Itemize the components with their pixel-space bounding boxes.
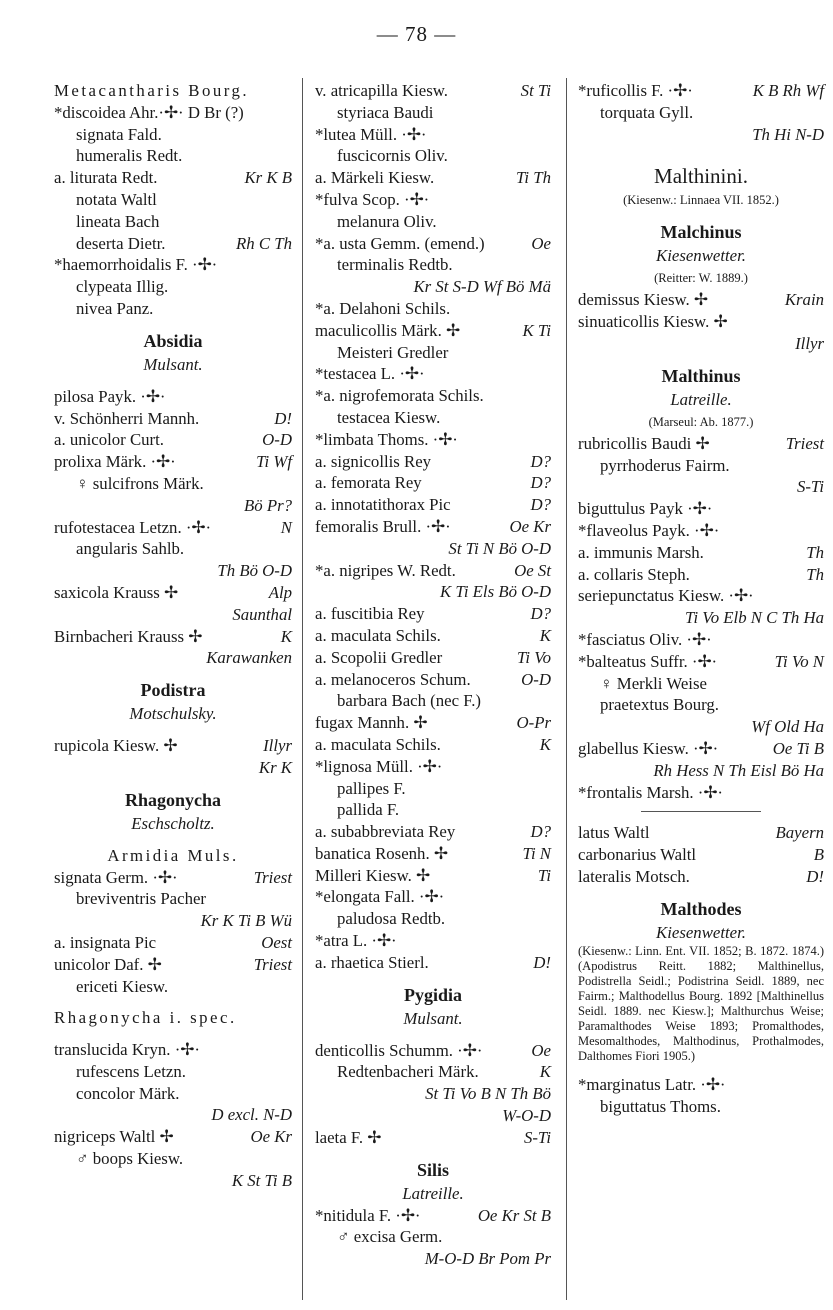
- species-name: *limbata Thoms. ·✢·: [315, 429, 458, 449]
- species-name: signata Germ. ·✢·: [54, 867, 178, 887]
- species-entry: [315, 298, 551, 320]
- species-name: *elongata Fall. ·✢·: [315, 887, 445, 907]
- distribution-code: K: [539, 625, 551, 645]
- species-name: prolixa Märk. ·✢·: [54, 452, 176, 472]
- species-entry: [54, 451, 292, 473]
- species-entry: [315, 952, 551, 974]
- species-name: *lutea Müll. ·✢·: [315, 124, 427, 144]
- species-entry: [578, 694, 824, 716]
- species-name: terminalis Redtb.: [337, 255, 453, 275]
- species-name: *a. nigripes W. Redt.: [315, 560, 456, 580]
- species-entry: [54, 124, 292, 146]
- species-name: styriaca Baudi: [337, 102, 434, 122]
- species-name: laeta F. ✢: [315, 1127, 382, 1147]
- species-entry: [578, 455, 824, 477]
- species-entry: [315, 145, 551, 167]
- species-name: a. maculata Schils.: [315, 734, 441, 754]
- species-entry: [54, 473, 292, 495]
- species-name: ericeti Kiesw.: [76, 976, 169, 996]
- species-name: a. fuscitibia Rey: [315, 604, 425, 624]
- species-entry: [578, 520, 824, 542]
- species-entry: [315, 690, 551, 712]
- species-entry: [315, 625, 551, 647]
- distribution-line: K Ti Els Bö O-D: [440, 582, 551, 602]
- species-name: a. liturata Redt.: [54, 168, 158, 188]
- page-number: — 78 —: [376, 22, 457, 46]
- genus-heading: Podistra: [140, 680, 206, 701]
- spacer: [54, 376, 292, 386]
- distribution-code: Oe St: [514, 560, 551, 580]
- distribution-code: K: [539, 734, 551, 754]
- genus-author: Latreille.: [670, 389, 732, 409]
- species-name: a. femorata Rey: [315, 473, 422, 493]
- species-name: ♂ excisa Germ.: [337, 1227, 443, 1247]
- species-entry: [54, 145, 292, 167]
- species-name: a. innotatithorax Pic: [315, 495, 451, 515]
- species-name: *fasciatus Oliv. ·✢·: [578, 629, 712, 649]
- species-entry: [54, 1126, 292, 1148]
- species-name: *a. Delahoni Schils.: [315, 298, 451, 318]
- species-name: nivea Panz.: [76, 298, 154, 318]
- distribution-code: Oe Kr St B: [477, 1205, 551, 1225]
- species-entry: [54, 102, 292, 124]
- distribution-line: Rh Hess N Th Eisl Bö Ha: [653, 760, 824, 780]
- spacer: [54, 1029, 292, 1039]
- species-name: *atra L. ·✢·: [315, 931, 397, 951]
- distribution-line: K St Ti B: [231, 1170, 292, 1190]
- distribution-line: Kr K: [258, 757, 292, 777]
- species-entry: [578, 651, 824, 673]
- species-entry: [315, 908, 551, 930]
- species-name: *discoidea Ahr.·✢· D Br (?): [54, 102, 244, 122]
- distribution-code: Th: [806, 542, 824, 562]
- distribution-code: Oe: [531, 233, 551, 253]
- species-entry: [315, 756, 551, 778]
- genus-heading: Malthodes: [660, 898, 742, 919]
- species-name: Meisteri Gredler: [337, 342, 449, 362]
- genus-heading: Absidia: [143, 330, 203, 351]
- species-entry: [315, 342, 551, 364]
- species-entry: [54, 735, 292, 757]
- species-name: ♀ Merkli Weise: [600, 673, 707, 693]
- distribution-code: N: [280, 517, 292, 537]
- species-name: a. collaris Steph.: [578, 564, 690, 584]
- species-entry: [578, 844, 824, 866]
- species-entry: [315, 1040, 551, 1062]
- species-name: *ruficollis F. ·✢·: [578, 81, 693, 100]
- distribution-code: O-D: [521, 669, 551, 689]
- species-entry: [315, 429, 551, 451]
- species-entry: [54, 298, 292, 320]
- species-name: signata Fald.: [76, 124, 162, 144]
- species-name: rufescens Letzn.: [76, 1061, 186, 1081]
- species-entry: [54, 538, 292, 560]
- species-entry: [54, 167, 292, 189]
- species-entry: [578, 498, 824, 520]
- distribution-code: Triest: [785, 433, 824, 453]
- species-name: clypeata Illig.: [76, 277, 169, 297]
- distribution-code: Ti Wf: [256, 452, 292, 472]
- distribution-code: K B Rh Wf: [752, 81, 824, 100]
- species-entry: [578, 738, 824, 760]
- distribution-code: K: [539, 1062, 551, 1082]
- distribution-line: St Ti N Bö O-D: [448, 538, 551, 558]
- species-entry: [315, 516, 551, 538]
- distribution-code: S-Ti: [523, 1127, 551, 1147]
- species-name: *haemorrhoidalis F. ·✢·: [54, 255, 218, 275]
- genus-heading: Rhagonycha: [124, 789, 222, 810]
- distribution-code: Rh C Th: [236, 233, 292, 253]
- distribution-code: D?: [530, 604, 551, 624]
- species-name: carbonarius Waltl: [578, 845, 697, 865]
- species-name: barbara Bach (nec F.): [337, 691, 482, 711]
- species-entry: [54, 976, 292, 998]
- species-entry: [54, 517, 292, 539]
- species-name: Redtenbacheri Märk.: [337, 1062, 479, 1082]
- species-name: femoralis Brull. ·✢·: [315, 516, 451, 536]
- genus-author: Mulsant.: [143, 354, 203, 374]
- distribution-line: Saunthal: [232, 604, 292, 624]
- species-name: Metacantharis Bourg.: [54, 81, 250, 100]
- distribution-code: O-D: [262, 430, 292, 450]
- distribution-code: K: [280, 626, 292, 646]
- species-name: humeralis Redt.: [76, 146, 183, 166]
- distribution-code: Oe Kr: [509, 516, 551, 536]
- spacer: [578, 1064, 824, 1074]
- distribution-code: Oe Kr: [250, 1127, 292, 1147]
- species-name: latus Waltl: [578, 823, 650, 843]
- reference-note: (Marseul: Ab. 1877.): [648, 414, 754, 429]
- species-name: banatica Rosenh. ✢: [315, 843, 448, 863]
- species-entry: [54, 408, 292, 430]
- species-name: melanura Oliv.: [337, 211, 437, 231]
- species-name: a. rhaetica Stierl.: [315, 952, 429, 972]
- species-name: Armidia Muls.: [107, 845, 239, 865]
- species-name: *testacea L. ·✢·: [315, 364, 425, 384]
- species-entry: [54, 1148, 292, 1170]
- species-name: translucida Kryn. ·✢·: [54, 1040, 200, 1060]
- species-entry: [315, 1061, 551, 1083]
- genus-author: Mulsant.: [403, 1008, 463, 1028]
- species-entry: [54, 1083, 292, 1105]
- spacer: [578, 145, 824, 155]
- distribution-code: Triest: [253, 954, 292, 974]
- species-name: lineata Bach: [76, 211, 160, 231]
- species-name: *a. nigrofemorata Schils.: [315, 386, 484, 406]
- species-entry: [578, 822, 824, 844]
- species-name: *flaveolus Payk. ·✢·: [578, 520, 720, 540]
- column-divider: [302, 78, 303, 1300]
- species-name: *lignosa Müll. ·✢·: [315, 756, 443, 776]
- species-name: torquata Gyll.: [600, 102, 694, 122]
- species-entry: [578, 433, 824, 455]
- species-name: a. signicollis Rey: [315, 451, 432, 471]
- distribution-code: Illyr: [263, 736, 292, 756]
- species-name: deserta Dietr.: [76, 233, 166, 253]
- column-right: [578, 80, 824, 1117]
- species-entry: [578, 311, 824, 333]
- species-entry: [54, 932, 292, 954]
- species-name: ♂ boops Kiesw.: [76, 1149, 184, 1169]
- distribution-line: W-O-D: [502, 1106, 551, 1126]
- species-name: a. Scopolii Gredler: [315, 647, 443, 667]
- distribution-code: Oest: [261, 932, 292, 952]
- species-name: v. atricapilla Kiesw.: [315, 81, 448, 100]
- species-name: *a. usta Gemm. (emend.): [315, 233, 485, 253]
- species-entry: [315, 1205, 551, 1227]
- distribution-line: S-Ti: [796, 477, 824, 497]
- distribution-code: O-Pr: [516, 713, 551, 733]
- distribution-code: D!: [533, 952, 551, 972]
- distribution-code: Krain: [784, 290, 824, 310]
- species-name: pyrrhoderus Fairm.: [600, 455, 730, 475]
- species-entry: [315, 560, 551, 582]
- distribution-code: Ti Vo: [516, 647, 551, 667]
- species-name: nigriceps Waltl ✢: [54, 1127, 174, 1147]
- species-entry: [54, 867, 292, 889]
- distribution-code: Ti N: [522, 843, 551, 863]
- species-name: unicolor Daf. ✢: [54, 954, 162, 974]
- species-name: *frontalis Marsh. ·✢·: [578, 782, 724, 802]
- species-entry: [578, 629, 824, 651]
- species-name: a. immunis Marsh.: [578, 542, 704, 562]
- species-entry: [315, 472, 551, 494]
- species-name: concolor Märk.: [76, 1083, 180, 1103]
- distribution-code: Th: [806, 564, 824, 584]
- species-name: sinuaticollis Kiesw. ✢: [578, 312, 728, 332]
- species-entry: [315, 211, 551, 233]
- species-entry: [54, 276, 292, 298]
- distribution-line: Kr St S-D Wf Bö Mä: [413, 277, 551, 297]
- genus-author: Kiesenwetter.: [656, 246, 746, 266]
- species-name: glabellus Kiesw. ·✢·: [578, 738, 719, 758]
- distribution-code: Oe: [531, 1040, 551, 1060]
- species-name: v. Schönherri Mannh.: [54, 408, 200, 428]
- distribution-code: Kr K B: [244, 168, 292, 188]
- distribution-line: Kr K Ti B Wü: [200, 911, 292, 931]
- species-entry: [315, 124, 551, 146]
- species-name: *nitidula F. ·✢·: [315, 1205, 421, 1225]
- distribution-line: St Ti Vo B N Th Bö: [425, 1084, 551, 1104]
- distribution-code: D!: [274, 408, 292, 428]
- species-name: pallipes F.: [337, 778, 406, 798]
- species-entry: [54, 254, 292, 276]
- species-name: fugax Mannh. ✢: [315, 713, 428, 733]
- distribution-code: D?: [530, 473, 551, 493]
- species-entry: [315, 451, 551, 473]
- species-entry: [54, 1039, 292, 1061]
- species-name: *marginatus Latr. ·✢·: [578, 1074, 726, 1094]
- column-divider: [566, 78, 567, 1300]
- species-entry: [54, 189, 292, 211]
- species-name: a. subabbreviata Rey: [315, 822, 456, 842]
- distribution-code: St Ti: [520, 81, 551, 100]
- genus-author: Motschulsky.: [129, 704, 217, 724]
- distribution-line: M-O-D Br Pom Pr: [424, 1249, 551, 1269]
- species-entry: [54, 582, 292, 604]
- genus-heading: Pygidia: [403, 984, 462, 1005]
- species-entry: [315, 603, 551, 625]
- distribution-code: Ti Vo N: [774, 651, 824, 671]
- species-name: praetextus Bourg.: [600, 695, 720, 715]
- distribution-line: Th Bö O-D: [217, 561, 292, 581]
- distribution-line: Bö Pr?: [243, 495, 292, 515]
- spacer: [315, 1030, 551, 1040]
- distribution-line: Karawanken: [206, 648, 292, 668]
- species-name: a. maculata Schils.: [315, 625, 441, 645]
- genus-author: Eschscholtz.: [131, 813, 215, 833]
- species-entry: [578, 782, 824, 804]
- spacer: [54, 835, 292, 845]
- genus-author: Kiesenwetter.: [656, 922, 746, 942]
- species-entry: [578, 1096, 824, 1118]
- distribution-code: D?: [530, 451, 551, 471]
- reference-note: (Reitter: W. 1889.): [654, 271, 748, 286]
- species-name: breviventris Pacher: [76, 889, 207, 909]
- spacer: [54, 997, 292, 1007]
- distribution-line: Wf Old Ha: [751, 717, 824, 737]
- synonym-note: (Kiesenw.: Linn. Ent. VII. 1852; B. 1872. 1874.) (Apodistrus Reitt. 1882; Malthinellus, Podistrella Seidl.; Podistrina Seidl. 1889, nec Fairm.; Malthodellus Bourg. 1892 [Malthinellus Seidl. 1889. nec Kiesw.]; Malthurchus Weise; Paramalthodes Weise 1893; Promalthodes, Mesomalthodes, Malthodinus, Prothalmodes, Dalthomes Fiori 1905.): [578, 943, 824, 1063]
- species-name: pilosa Payk. ·✢·: [54, 386, 166, 406]
- species-entry: [578, 585, 824, 607]
- species-entry: [315, 865, 551, 887]
- distribution-code: Ti: [537, 865, 551, 885]
- species-name: *balteatus Suffr. ·✢·: [578, 651, 718, 671]
- distribution-line: Ti Vo Elb N C Th Ha: [685, 608, 824, 628]
- distribution-code: B: [813, 845, 824, 865]
- distribution-code: D!: [806, 866, 824, 886]
- species-name: maculicollis Märk. ✢: [315, 320, 461, 340]
- species-name: lateralis Motsch.: [578, 866, 690, 886]
- genus-author: Latreille.: [402, 1183, 464, 1203]
- species-entry: [578, 564, 824, 586]
- species-name: Rhagonycha i. spec.: [54, 1008, 237, 1028]
- species-entry: [315, 189, 551, 211]
- species-entry: [315, 799, 551, 821]
- species-entry: [315, 233, 551, 255]
- species-name: fuscicornis Oliv.: [337, 146, 448, 166]
- distribution-code: Ti Th: [516, 168, 551, 188]
- species-name: denticollis Schumm. ·✢·: [315, 1040, 483, 1060]
- species-entry: [54, 888, 292, 910]
- species-entry: [315, 734, 551, 756]
- distribution-code: Oe Ti B: [772, 738, 824, 758]
- distribution-code: D?: [530, 495, 551, 515]
- species-entry: [54, 80, 292, 102]
- species-name: ♀ sulcifrons Märk.: [76, 473, 204, 493]
- species-entry: [315, 254, 551, 276]
- species-entry: [315, 647, 551, 669]
- species-entry: [315, 669, 551, 691]
- species-name: paludosa Redtb.: [337, 909, 446, 929]
- distribution-code: K Ti: [522, 320, 551, 340]
- species-entry: [54, 429, 292, 451]
- species-entry: [315, 320, 551, 342]
- species-entry: [578, 542, 824, 564]
- species-entry: [315, 712, 551, 734]
- species-entry: [578, 80, 824, 102]
- distribution-line: Th Hi N-D: [752, 124, 824, 144]
- species-name: rupicola Kiesw. ✢: [54, 736, 178, 756]
- species-entry: [54, 233, 292, 255]
- species-entry: [315, 80, 551, 102]
- species-entry: [54, 845, 292, 867]
- species-entry: [315, 494, 551, 516]
- distribution-line: D excl. N-D: [211, 1105, 292, 1125]
- species-entry: [315, 843, 551, 865]
- species-entry: [54, 954, 292, 976]
- genus-heading: Malchinus: [660, 222, 742, 243]
- species-name: *fulva Scop. ·✢·: [315, 189, 430, 209]
- distribution-line: Illyr: [795, 333, 824, 353]
- species-entry: [315, 407, 551, 429]
- species-entry: [54, 386, 292, 408]
- column-middle: [315, 80, 551, 1270]
- distribution-code: Alp: [268, 582, 292, 602]
- species-entry: [315, 385, 551, 407]
- species-name: seriepunctatus Kiesw. ·✢·: [578, 586, 754, 606]
- species-name: Birnbacheri Krauss ✢: [54, 626, 203, 646]
- reference-note: (Kiesenw.: Linnaea VII. 1852.): [623, 193, 779, 208]
- species-name: a. Märkeli Kiesw.: [315, 168, 435, 188]
- spacer: [54, 725, 292, 735]
- species-name: saxicola Krauss ✢: [54, 582, 179, 602]
- species-name: testacea Kiesw.: [337, 407, 441, 427]
- species-name: Milleri Kiesw. ✢: [315, 865, 431, 885]
- species-entry: [578, 102, 824, 124]
- species-entry: [578, 1074, 824, 1096]
- species-name: rufotestacea Letzn. ·✢·: [54, 517, 212, 537]
- divider-rule: [641, 811, 761, 812]
- species-name: a. unicolor Curt.: [54, 430, 164, 450]
- species-entry: [54, 1007, 292, 1029]
- species-name: demissus Kiesw. ✢: [578, 290, 708, 310]
- species-name: pallida F.: [337, 800, 400, 820]
- species-entry: [315, 778, 551, 800]
- distribution-code: Bayern: [775, 823, 824, 843]
- genus-heading: Silis: [416, 1159, 450, 1180]
- species-entry: [315, 886, 551, 908]
- species-entry: [54, 1061, 292, 1083]
- species-name: angularis Sahlb.: [76, 539, 185, 559]
- species-name: rubricollis Baudi ✢: [578, 433, 710, 453]
- genus-heading: Malthinini.: [654, 164, 748, 189]
- species-entry: [54, 626, 292, 648]
- species-name: biguttatus Thoms.: [600, 1096, 721, 1116]
- species-entry: [578, 673, 824, 695]
- species-name: a. insignata Pic: [54, 932, 157, 952]
- species-entry: [578, 289, 824, 311]
- species-entry: [315, 1226, 551, 1248]
- species-name: biguttulus Payk ·✢·: [578, 499, 713, 519]
- species-entry: [315, 363, 551, 385]
- species-entry: [54, 211, 292, 233]
- species-name: a. melanoceros Schum.: [315, 669, 471, 689]
- column-left: [54, 80, 292, 1192]
- species-entry: [315, 930, 551, 952]
- species-entry: [315, 821, 551, 843]
- species-entry: [578, 866, 824, 888]
- species-entry: [315, 167, 551, 189]
- distribution-code: Triest: [253, 867, 292, 887]
- species-name: notata Waltl: [76, 189, 157, 209]
- distribution-code: D?: [530, 822, 551, 842]
- genus-heading: Malthinus: [661, 365, 741, 386]
- species-entry: [315, 102, 551, 124]
- species-entry: [315, 1127, 551, 1149]
